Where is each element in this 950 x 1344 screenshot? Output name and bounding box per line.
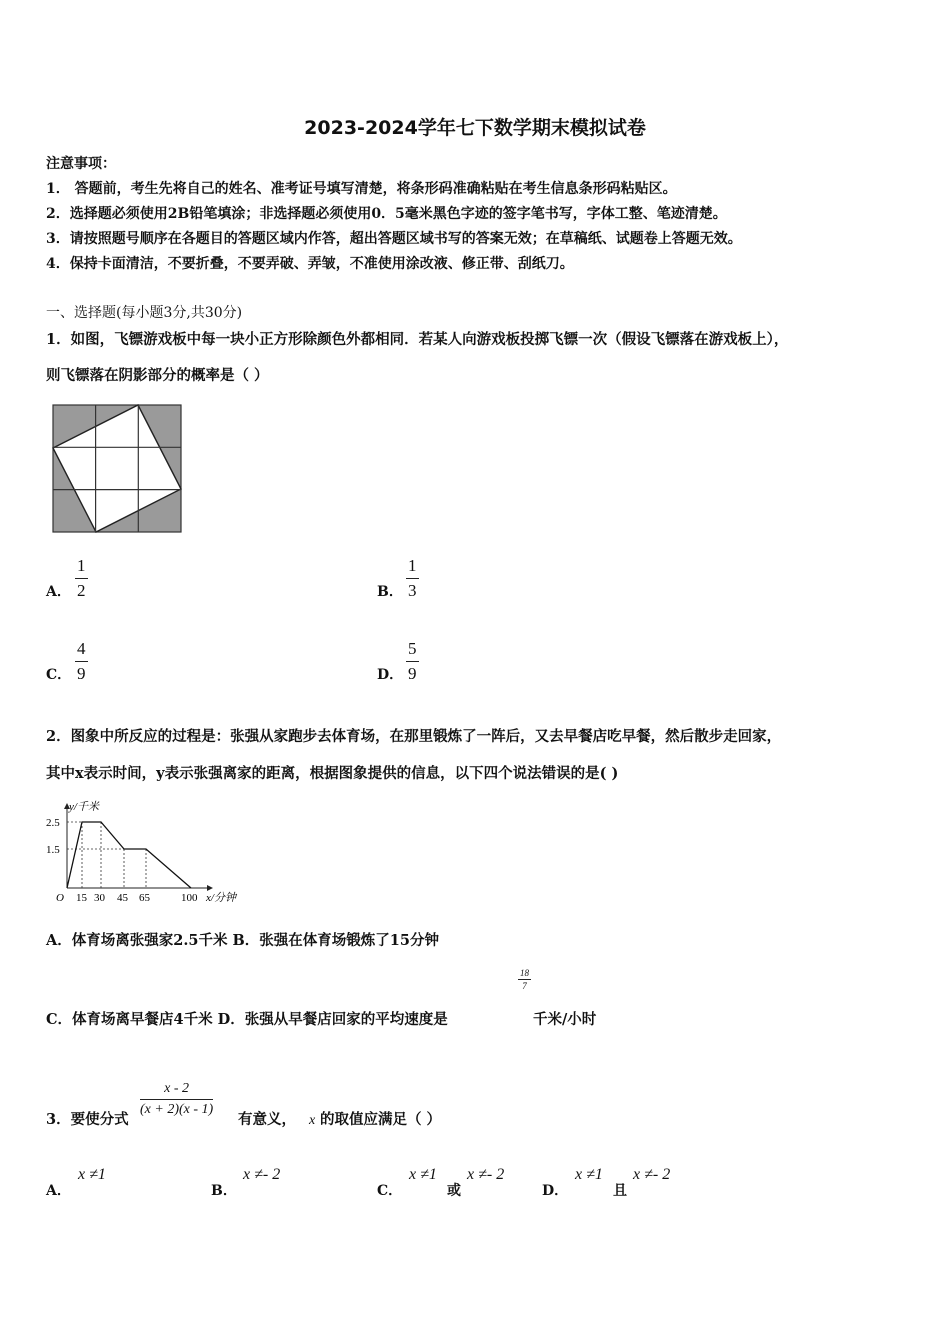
q1-option-c-fraction (75, 639, 88, 684)
x-tick-label: 100 (181, 892, 198, 904)
q1-text-line2: 则飞镖落在阴影部分的概率是（ ） (46, 367, 269, 384)
q3-suffix: 的取值应满足（ ） (320, 1111, 442, 1128)
q3-option-d-expr1: x ≠1 (575, 1166, 603, 1183)
q3-option-d-label: D． (542, 1183, 569, 1199)
fraction-numerator: 1 (408, 556, 417, 575)
fraction-denominator: (x + 2)(x - 1) (140, 1102, 214, 1117)
q1-option-a-fraction (75, 556, 88, 601)
q1-option-a-label: A． (46, 584, 71, 600)
fraction-numerator: 4 (77, 639, 86, 658)
fraction-numerator: 18 (520, 968, 529, 978)
x-axis-label: x/分钟 (206, 892, 236, 904)
x-tick-label: 15 (76, 892, 87, 904)
q2-text-line1: 2．图象中所反应的过程是：张强从家跑步去体育场，在那里锻炼了一阵后，又去早餐店吃早餐，然后散步走回家， (46, 728, 782, 745)
note-item: 4．保持卡面清洁，不要折叠，不要弄破、弄皱，不准使用涂改液、修正带、刮纸刀。 (46, 256, 574, 272)
q1-option-b-label: B． (377, 584, 403, 600)
fraction-denominator: 7 (522, 981, 527, 991)
fraction-denominator: 2 (77, 581, 86, 600)
q1-option-b-fraction (406, 556, 419, 601)
fraction-denominator: 9 (77, 664, 86, 683)
notes-heading: 注意事项： (46, 156, 116, 172)
x-tick-label: 30 (94, 892, 105, 904)
q3-prefix: 3．要使分式 (46, 1111, 129, 1128)
y-tick-label: 2.5 (46, 817, 60, 829)
q3-option-b-label: B． (211, 1183, 237, 1199)
fraction-numerator: 1 (77, 556, 86, 575)
fraction-denominator: 9 (408, 664, 417, 683)
q3-option-c-conj: 或 (447, 1183, 461, 1199)
note-item: 2．选择题必须使用2B铅笔填涂；非选择题必须使用0．5毫米黑色字迹的签字笔书写，字体工整、笔迹清楚。 (46, 206, 727, 222)
y-tick-label: 1.5 (46, 844, 60, 856)
q3-option-d-expr2: x ≠- 2 (633, 1166, 671, 1183)
q2-options-ab: A．体育场离张强家2.5千米 B．张强在体育场锻炼了15分钟 (46, 932, 439, 949)
q3-option-a-label: A． (46, 1183, 71, 1199)
x-tick-label: 65 (139, 892, 150, 904)
q2-options-cd: C．体育场离早餐店4千米 D．张强从早餐店回家的平均速度是 (46, 1011, 448, 1028)
note-item: 1． 答题前，考生先将自己的姓名、准考证号填写清楚，将条形码准确粘贴在考生信息条形码粘贴区。 (46, 181, 677, 197)
dartboard-figure (52, 404, 184, 534)
q2-option-d-fraction (518, 968, 531, 991)
section-heading: 一、选择题(每小题3分,共30分) (46, 305, 243, 321)
q2-text-line2: 其中x表示时间，y表示张强离家的距离，根据图象提供的信息，以下四个说法错误的是( ) (46, 765, 619, 782)
q1-option-c-label: C． (46, 667, 72, 683)
fraction-numerator: 5 (408, 639, 417, 658)
q3-option-c-expr2: x ≠- 2 (467, 1166, 505, 1183)
note-item: 3．请按照题号顺序在各题目的答题区域内作答，超出答题区域书写的答案无效；在草稿纸、试题卷上答题无效。 (46, 231, 742, 247)
q3-option-c-expr1: x ≠1 (409, 1166, 437, 1183)
y-axis-label: y/千米 (69, 801, 99, 813)
origin-label: O (56, 892, 64, 904)
q3-fraction (140, 1081, 213, 1118)
page-title: 2023-2024学年七下数学期末模拟试卷 (304, 117, 646, 139)
q3-variable: x (309, 1113, 316, 1128)
fraction-numerator: x - 2 (164, 1081, 190, 1096)
q2-option-d-unit: 千米/小时 (533, 1011, 597, 1028)
distance-time-graph (44, 798, 250, 910)
q3-option-b-expr: x ≠- 2 (243, 1166, 281, 1183)
q1-option-d-fraction (406, 639, 419, 684)
graph-line (67, 822, 191, 888)
q3-option-c-label: C． (377, 1183, 403, 1199)
q3-option-d-conj: 且 (613, 1183, 627, 1199)
q3-middle: 有意义， (238, 1111, 296, 1128)
q3-option-a-expr: x ≠1 (78, 1166, 106, 1183)
fraction-denominator: 3 (408, 581, 417, 600)
q1-option-d-label: D． (377, 667, 404, 683)
q1-text-line1: 1．如图，飞镖游戏板中每一块小正方形除颜色外都相同．若某人向游戏板投掷飞镖一次（假设飞镖落在游戏板上）， (46, 331, 789, 348)
x-tick-label: 45 (117, 892, 128, 904)
